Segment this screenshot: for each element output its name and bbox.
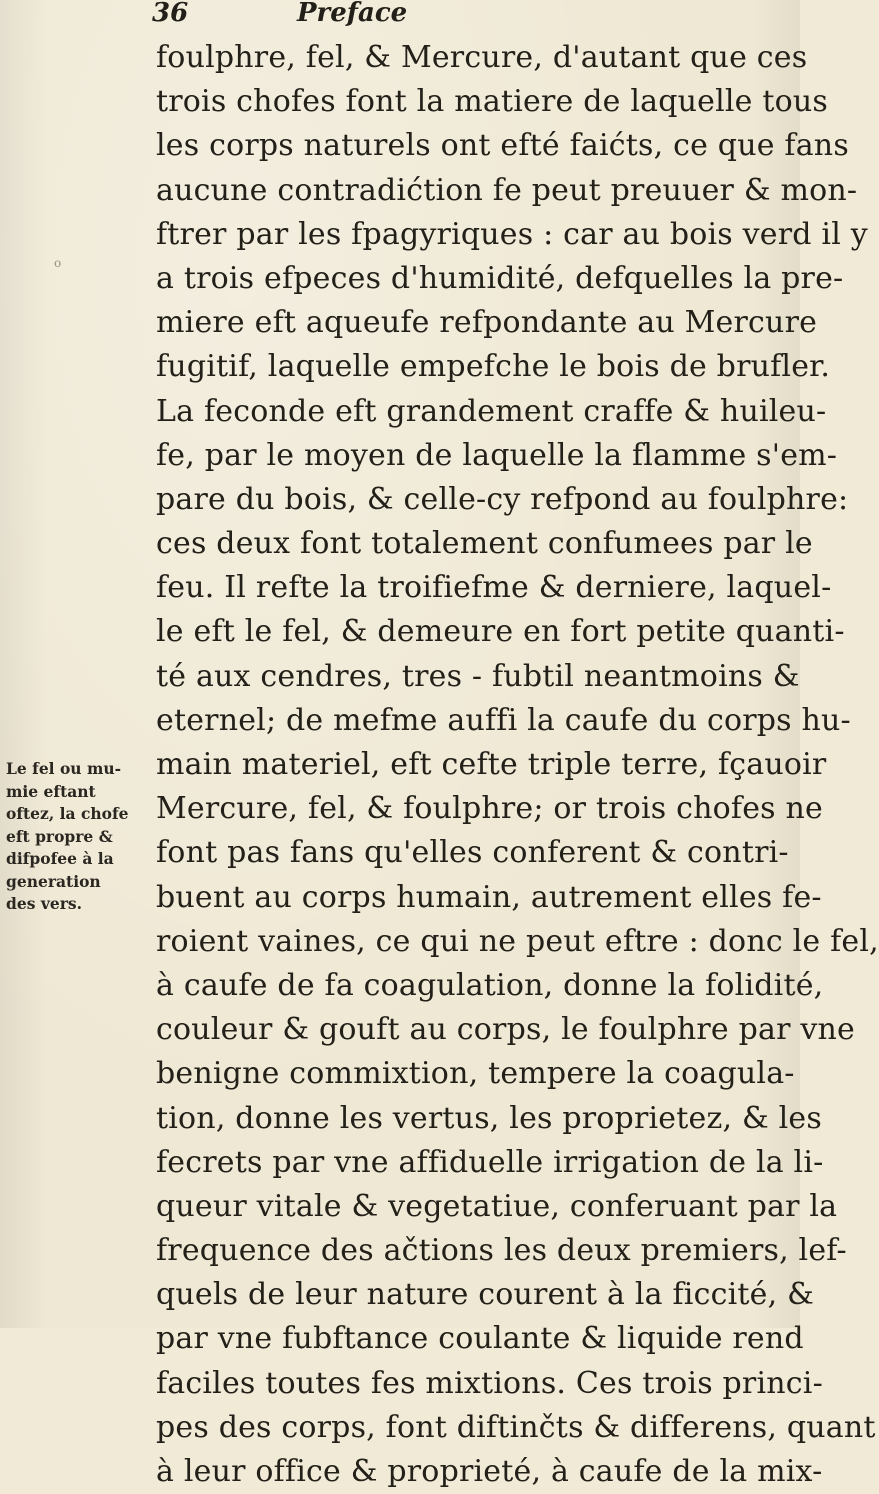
text-line: tion, donne les vertus, les proprietez, & les bbox=[156, 1100, 822, 1136]
text-line: main materiel, eft cefte triple terre, fçauoir bbox=[156, 747, 827, 782]
text-line: roient vaines, ce qui ne peut eftre : donc le fel, bbox=[156, 923, 879, 959]
margin-note-line: eft propre & bbox=[6, 826, 113, 846]
text-line: à leur office & proprieté, à caufe de la mix- bbox=[156, 1454, 823, 1489]
text-line: ces deux font totalement confumees par le bbox=[156, 526, 813, 562]
margin-note-line: generation bbox=[6, 871, 101, 891]
page-header bbox=[152, 0, 772, 36]
text-line: eternel; de mefme auffi la caufe du corps hu- bbox=[156, 702, 851, 738]
margin-note bbox=[6, 758, 152, 916]
text-line: le eft le fel, & demeure en fort petite quanti- bbox=[156, 614, 845, 650]
margin-note-line: oftez, la chofe bbox=[6, 804, 129, 823]
text-line: à caufe de fa coagulation, donne la folidité, bbox=[156, 967, 824, 1003]
text-line: té aux cendres, tres - fubtil neantmoins & bbox=[156, 658, 800, 694]
text-line: les corps naturels ont efté faićts, ce que fans bbox=[156, 128, 849, 164]
text-line: quels de leur nature courent à la ficcité, & bbox=[156, 1277, 814, 1313]
text-line: frequence des ačtions les deux premiers, lef- bbox=[156, 1233, 847, 1269]
text-line: Mercure, fel, & foulphre; or trois chofes ne bbox=[156, 791, 823, 827]
text-line: par vne fubftance coulante & liquide rend bbox=[156, 1321, 804, 1357]
text-line: font pas fans qu'elles conferent & contri- bbox=[156, 835, 789, 871]
text-line: buent au corps humain, autrement elles fe- bbox=[156, 879, 822, 915]
text-line: pes des corps, font diftinčts & differens, quant bbox=[156, 1409, 876, 1445]
margin-note-line: Le fel ou mu- bbox=[6, 759, 122, 778]
text-line: fugitif, laquelle empefche le bois de brufler. bbox=[156, 349, 831, 385]
margin-note-line: des vers. bbox=[6, 894, 82, 913]
margin-note-line: mie eftant bbox=[6, 781, 96, 801]
text-line: faciles toutes fes mixtions. Ces trois princi- bbox=[156, 1365, 823, 1401]
page-number: 36 bbox=[152, 0, 189, 28]
running-head: Preface bbox=[297, 0, 408, 28]
text-line: miere eft aqueufe refpondante au Mercure bbox=[156, 305, 818, 341]
text-line: benigne commixtion, tempere la coagula- bbox=[156, 1056, 795, 1092]
text-line: trois chofes font la matiere de laquelle tous bbox=[156, 84, 828, 120]
text-line: a trois efpeces d'humidité, defquelles la pre- bbox=[156, 260, 844, 296]
text-line: pare du bois, & celle-cy refpond au foulphre: bbox=[156, 481, 849, 517]
text-line: La feconde eft grandement craffe & huileu- bbox=[156, 393, 827, 429]
margin-note-line: difpofee à la bbox=[6, 849, 114, 868]
text-line: fecrets par vne affiduelle irrigation de la li- bbox=[156, 1144, 824, 1180]
body-text bbox=[156, 36, 879, 1494]
text-line: aucune contradićtion fe peut preuuer & mon- bbox=[156, 172, 858, 208]
text-line: ftrer par les fpagyriques : car au bois verd il y bbox=[156, 216, 868, 252]
text-line: foulphre, fel, & Mercure, d'autant que ces bbox=[156, 40, 808, 75]
margin-mark: o bbox=[54, 256, 62, 270]
text-line: fe, par le moyen de laquelle la flamme s'em- bbox=[156, 437, 838, 473]
text-line: queur vitale & vegetatiue, conferuant par la bbox=[156, 1188, 838, 1224]
text-line: feu. Il refte la troifiefme & derniere, laquel- bbox=[156, 570, 832, 606]
text-line: couleur & gouft au corps, le foulphre par vne bbox=[156, 1012, 855, 1048]
